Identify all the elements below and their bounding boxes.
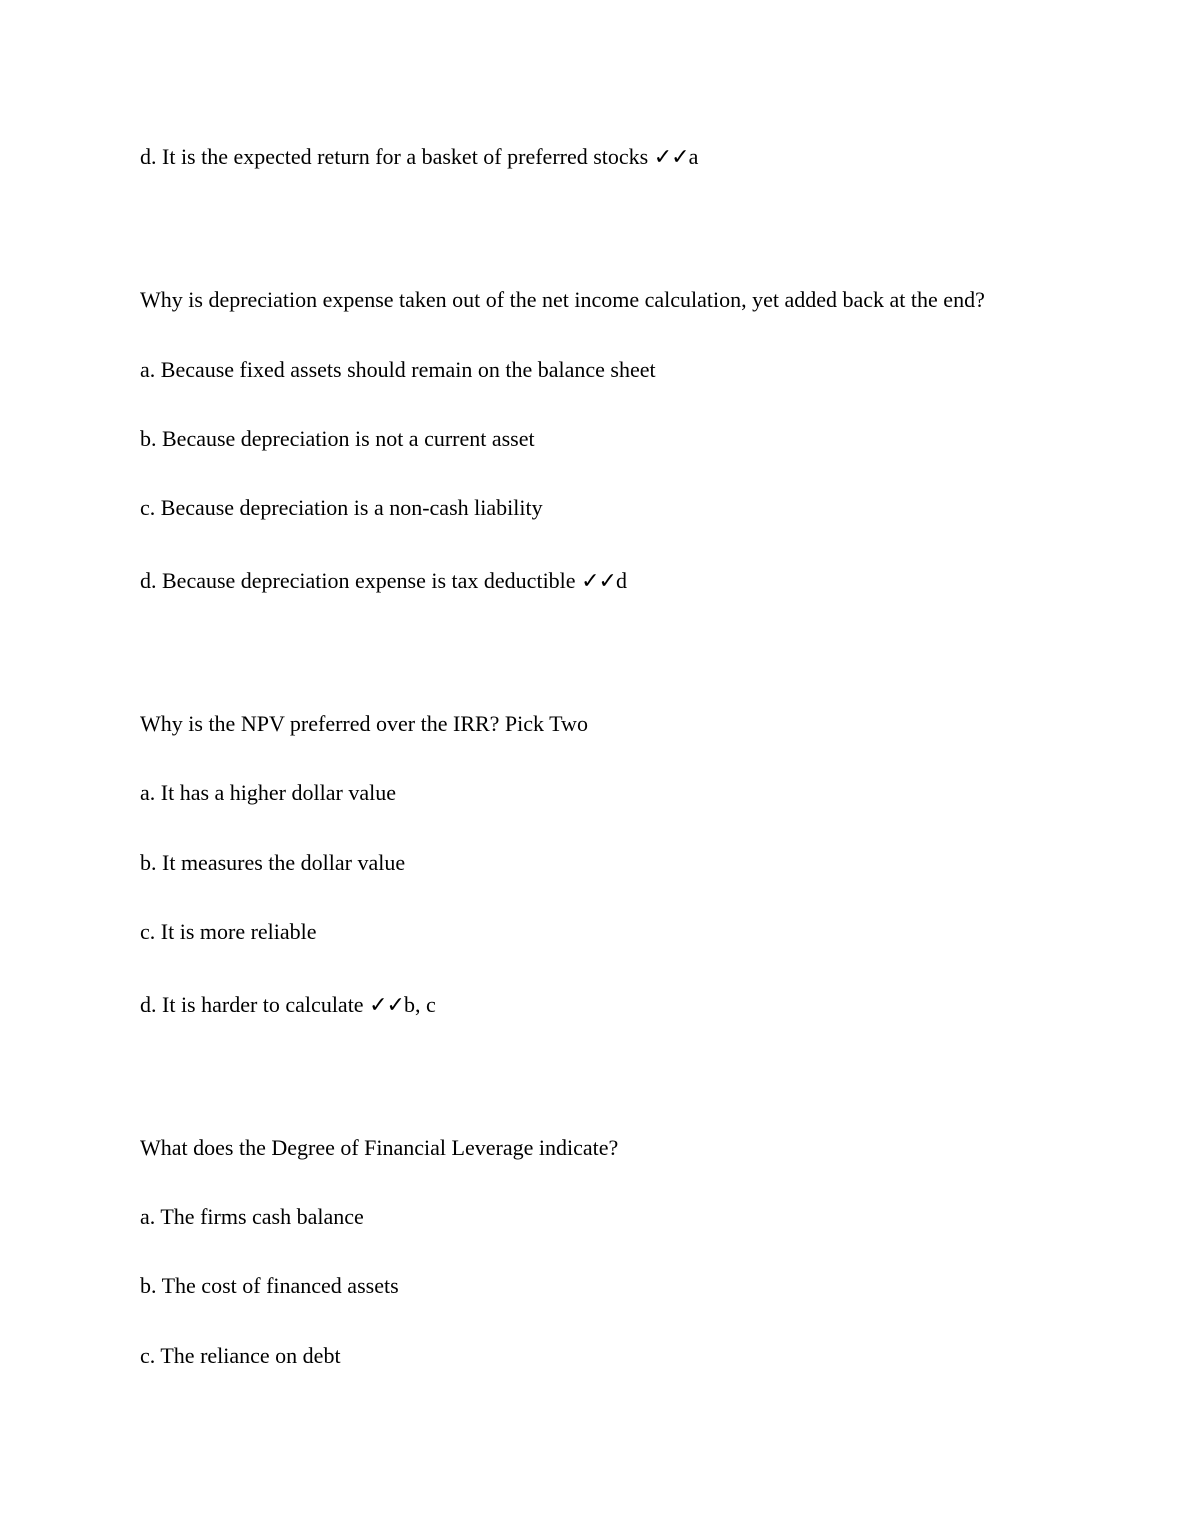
option-a: a. The firms cash balance	[140, 1204, 364, 1229]
option-text: d. It is harder to calculate	[140, 992, 364, 1017]
option-d-with-answer	[140, 568, 627, 595]
question-text: Why is depreciation expense taken out of the net income calculation, yet added back at the end?	[140, 287, 985, 312]
option-d-with-answer	[140, 992, 436, 1019]
answer-key: d	[615, 568, 627, 593]
option-c: c. The reliance on debt	[140, 1343, 341, 1368]
double-check-icon: ✓✓	[581, 569, 616, 594]
double-check-icon: ✓✓	[369, 993, 404, 1018]
option-a: a. Because fixed assets should remain on the balance sheet	[140, 357, 656, 382]
answer-key: a	[688, 144, 699, 169]
option-a: a. It has a higher dollar value	[140, 780, 396, 805]
option-d-with-answer	[140, 144, 698, 171]
option-text: d. Because depreciation expense is tax deductible	[140, 568, 576, 593]
option-b: b. It measures the dollar value	[140, 850, 406, 875]
option-c: c. It is more reliable	[140, 919, 317, 944]
double-check-icon: ✓✓	[653, 145, 689, 170]
option-b: b. The cost of financed assets	[140, 1273, 399, 1298]
option-c: c. Because depreciation is a non-cash liability	[140, 495, 543, 520]
option-text: d. It is the expected return for a basket of preferred stocks	[140, 144, 649, 169]
option-b: b. Because depreciation is not a current asset	[140, 426, 535, 451]
answer-key: b, c	[403, 992, 436, 1017]
question-text: What does the Degree of Financial Leverage indicate?	[140, 1135, 619, 1160]
question-text: Why is the NPV preferred over the IRR? Pick Two	[140, 711, 588, 736]
